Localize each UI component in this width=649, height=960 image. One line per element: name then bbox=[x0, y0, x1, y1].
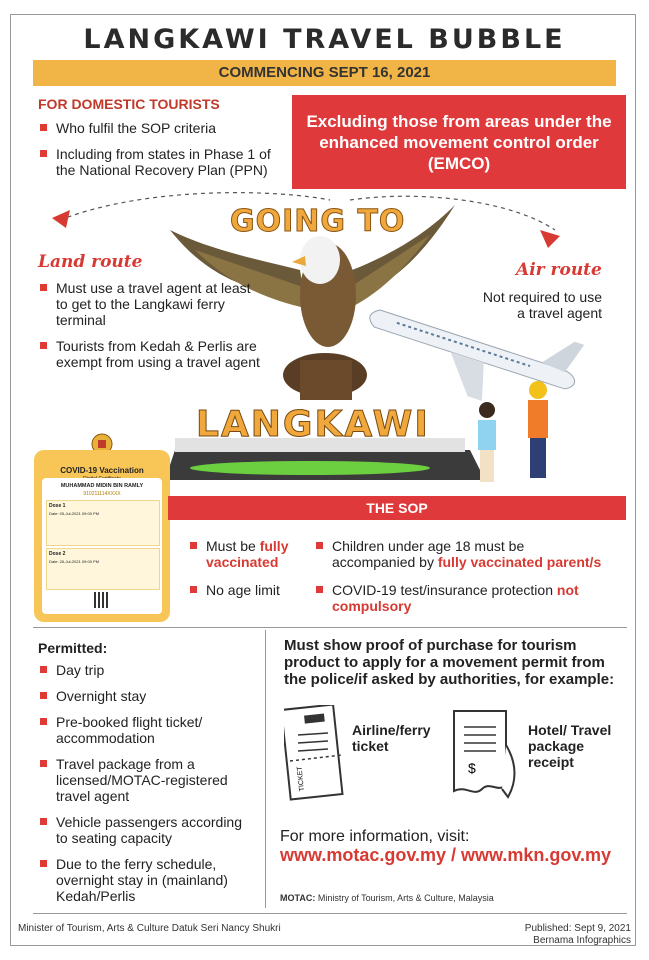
list-item: Children under age 18 must be accompanied by fully vaccinated parent/s bbox=[314, 538, 604, 570]
dose-2-date: Date: 26-Jul-2021 09:00 PM bbox=[49, 559, 100, 564]
ticket-stub-text: TICKET bbox=[296, 766, 306, 792]
ticket-label: Airline/ferry ticket bbox=[352, 722, 431, 754]
air-route-arrow-icon bbox=[540, 230, 560, 248]
proof-of-purchase-text: Must show proof of purchase for tourism product to apply for a movement permit from the police/if asked by authorities, for example: bbox=[284, 637, 615, 688]
footer-divider bbox=[33, 913, 627, 914]
footer-bernama: Bernama Infographics bbox=[533, 935, 631, 946]
commencing-banner: COMMENCING SEPT 16, 2021 bbox=[33, 60, 616, 86]
sop-heading: THE SOP bbox=[168, 496, 626, 520]
section-divider bbox=[33, 627, 627, 628]
footer-credit bbox=[525, 923, 631, 947]
receipt-icon bbox=[446, 705, 522, 801]
list-item: COVID-19 test/insurance protection not compulsory bbox=[314, 582, 604, 614]
dose-1-card bbox=[46, 500, 160, 546]
going-to-text: GOING TO bbox=[230, 204, 406, 239]
certificate-name: MUHAMMAD MIDIN BIN RAMLY bbox=[60, 483, 144, 489]
land-route-arrow-icon bbox=[52, 210, 70, 228]
footer-published: Published: Sept 9, 2021 bbox=[524, 923, 631, 934]
list-item: Travel package from a licensed/MOTAC-registered travel agent bbox=[38, 756, 253, 804]
domestic-list bbox=[38, 120, 288, 188]
column-divider bbox=[265, 630, 266, 908]
certificate-title: COVID-19 Vaccination bbox=[60, 466, 144, 475]
ticket-icon bbox=[284, 705, 348, 801]
domestic-heading: FOR DOMESTIC TOURISTS bbox=[38, 96, 220, 112]
dose-1-label: Dose 1 bbox=[49, 503, 66, 509]
certificate-body bbox=[42, 478, 162, 614]
sop-left-list bbox=[188, 538, 306, 608]
motac-note: MOTAC: Ministry of Tourism, Arts & Culture, Malaysia bbox=[280, 893, 494, 903]
dose-2-label: Dose 2 bbox=[49, 551, 66, 557]
qr-code-icon bbox=[94, 592, 110, 608]
land-route-label: Land route bbox=[38, 252, 143, 272]
receipt-symbol: $ bbox=[468, 760, 476, 776]
dose-1-date: Date: 05-Jul-2021 09:00 PM bbox=[49, 511, 100, 516]
list-item: Pre-booked flight ticket/ accommodation bbox=[38, 714, 253, 746]
info-urls[interactable]: www.motac.gov.my / www.mkn.gov.my bbox=[280, 845, 612, 865]
emco-box: Excluding those from areas under the enhanced movement control order (EMCO) bbox=[292, 95, 626, 189]
list-item: Tourists from Kedah & Perlis are exempt from using a travel agent bbox=[38, 338, 263, 370]
land-route-list bbox=[38, 280, 263, 380]
list-item: Vehicle passengers according to seating capacity bbox=[38, 814, 253, 846]
footer-minister: Minister of Tourism, Arts & Culture Datuk Seri Nancy Shukri bbox=[18, 923, 281, 934]
list-item: Must be fully vaccinated bbox=[188, 538, 306, 570]
permitted-heading: Permitted: bbox=[38, 640, 108, 656]
langkawi-sign: LANGKAWI bbox=[196, 404, 430, 445]
list-item: Overnight stay bbox=[38, 688, 253, 704]
list-item: Day trip bbox=[38, 662, 253, 678]
sop-right-list bbox=[314, 538, 604, 624]
list-item: Due to the ferry schedule, overnight stay in (mainland) Kedah/Perlis bbox=[38, 856, 253, 904]
list-item: No age limit bbox=[188, 582, 306, 598]
list-item: Who fulfil the SOP criteria bbox=[38, 120, 288, 136]
air-route-label: Air route bbox=[516, 260, 602, 280]
dose-2-card bbox=[46, 548, 160, 590]
list-item: Including from states in Phase 1 of the National Recovery Plan (PPN) bbox=[38, 146, 288, 178]
vaccination-certificate bbox=[34, 450, 170, 622]
list-item: Must use a travel agent at least to get to the Langkawi ferry terminal bbox=[38, 280, 263, 328]
certificate-id: 910211114XXXX bbox=[83, 491, 121, 497]
receipt-label: Hotel/ Travel package receipt bbox=[528, 722, 612, 770]
air-route-text: Not required to use a travel agent bbox=[482, 289, 602, 321]
more-info-text: For more information, visit: bbox=[280, 828, 470, 845]
page-title: LANGKAWI TRAVEL BUBBLE bbox=[83, 24, 566, 55]
permitted-list bbox=[38, 662, 253, 914]
